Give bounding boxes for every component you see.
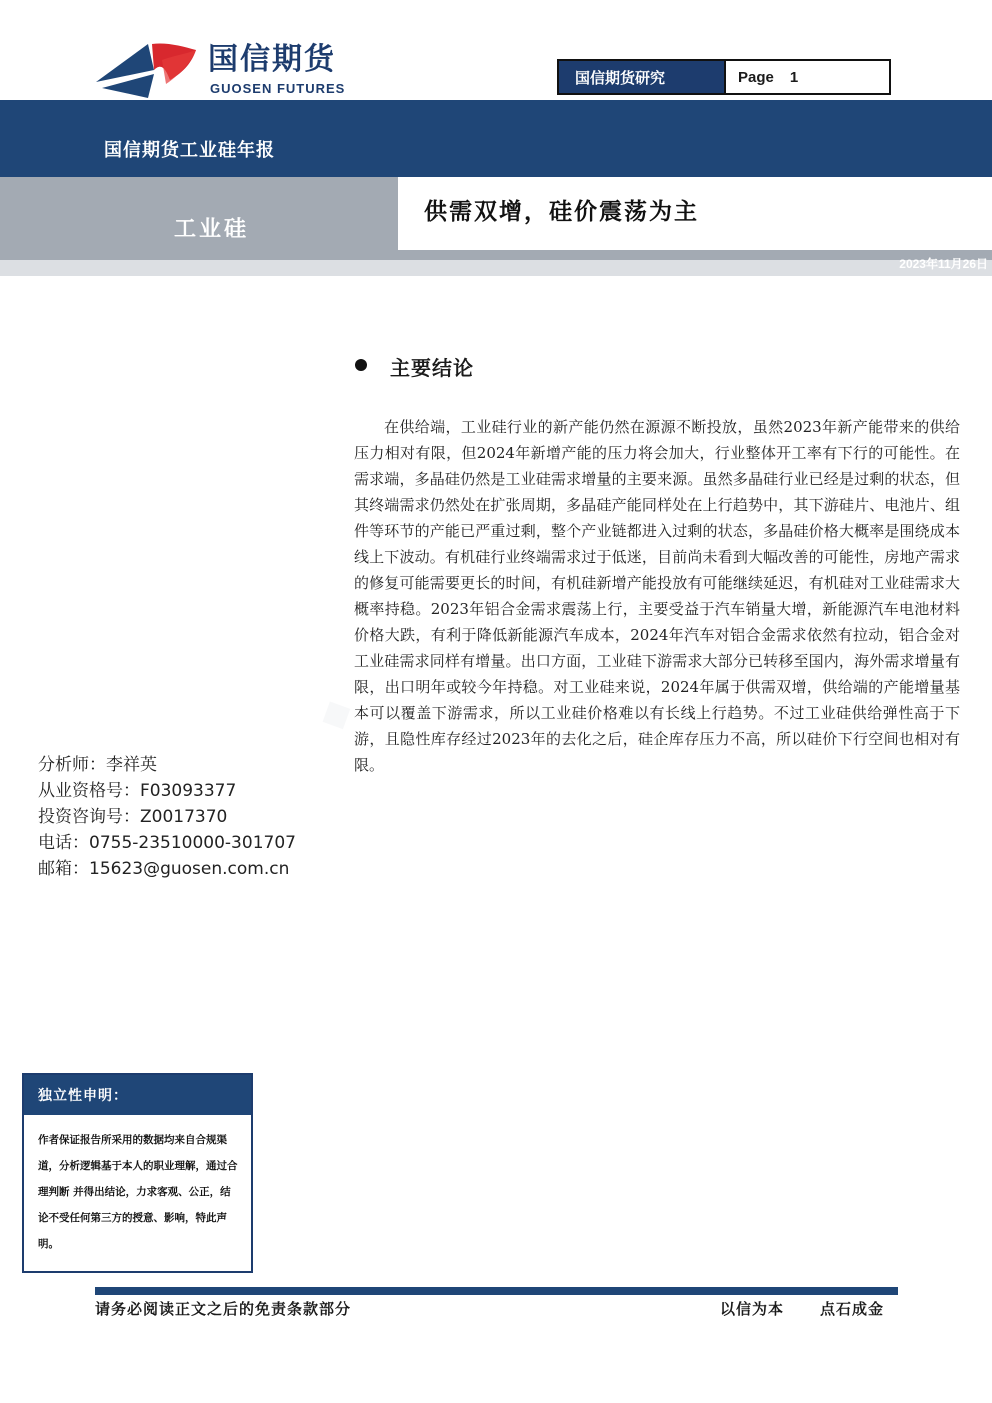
conclusion-paragraph: 在供给端，工业硅行业的新产能仍然在源源不断投放，虽然2023年新产能带来的供给压力相对有限，但2024年新增产能的压力将会加大，行业整体开工率有下行的可能性。在需求端，多晶硅仍然是工业硅需求增量的主要来源。虽然多晶硅行业已经是过剩的状态，但其终端需求仍然处在扩张周期，多晶硅产能同样处在上行趋势中，其下游硅片、电池片、组件等环节的产能已严重过剩，整个产业链都进入过剩的状态，多晶硅价格大概率是围绕成本线上下波动。有机硅行业终端需求过于低迷，目前尚未看到大幅改善的可能性，房地产需求的修复可能需要更长的时间，有机硅新增产能投放有可能继续延迟，有机硅对工业硅需求大概率持稳。2023年铝合金需求震荡上行，主要受益于汽车销量大增，新能源汽车电池材料价格大跌，有利于降低新能源汽车成本，2024年汽车对铝合金需求依然有拉动，铝合金对工业硅需求同样有增量。出口方面，工业硅下游需求大部分已转移至国内，海外需求增量有限，出口明年或较今年持稳。对工业硅来说，2024年属于供需双增，供给端的产能增量基本可以覆盖下游需求，所以工业硅价格难以有长线上行趋势。不过工业硅供给弹性高于下游，且隐性库存经过2023年的去化之后，硅企库存压力不高，所以硅价下行空间也相对有限。 bbox=[354, 418, 960, 774]
watermark-logo: ◆ bbox=[311, 685, 360, 741]
section-title: 主要结论 bbox=[390, 356, 474, 380]
conclusion-body bbox=[354, 414, 960, 778]
declaration-text: 作者保证报告所采用的数据均来自合规渠道，分析逻辑基于本人的职业理解，通过合理判断 并得出结论，力求客观、公正，结论不受任何第三方的授意、影响，特此声明。 bbox=[38, 1134, 238, 1250]
declaration-title: 独立性申明： bbox=[24, 1075, 251, 1115]
analyst-phone: 电话：0755-23510000-301707 bbox=[38, 833, 296, 853]
analyst-email: 邮箱：15623@guosen.com.cn bbox=[38, 859, 290, 879]
report-title: 国信期货工业硅年报 bbox=[104, 140, 275, 161]
bullet-icon bbox=[355, 359, 367, 371]
report-date: 2023年11月26日 bbox=[899, 257, 988, 271]
analyst-license: 从业资格号：F03093377 bbox=[38, 781, 237, 801]
analyst-consult-number: 投资咨询号：Z0017370 bbox=[38, 807, 228, 827]
footer-disclaimer: 请务必阅读正文之后的免责条款部分 bbox=[95, 1300, 352, 1318]
logo-text-en: GUOSEN FUTURES bbox=[210, 81, 346, 96]
research-label: 国信期货研究 bbox=[559, 61, 726, 93]
page-title: 供需双增，硅价震荡为主 bbox=[424, 199, 699, 225]
analyst-info bbox=[38, 752, 296, 882]
logo-text-cn: 国信期货 bbox=[208, 42, 336, 77]
sector-label: 工业硅 bbox=[174, 217, 250, 242]
footer-bar bbox=[95, 1287, 898, 1295]
page-indicator bbox=[726, 61, 889, 93]
guosen-logo-icon bbox=[96, 40, 200, 100]
research-page-box bbox=[557, 59, 891, 95]
footer-motto bbox=[720, 1298, 884, 1319]
motto-1: 以信为本 bbox=[720, 1300, 785, 1318]
motto-2: 点石成金 bbox=[820, 1300, 885, 1318]
banner-divider bbox=[0, 250, 992, 260]
independence-declaration bbox=[22, 1073, 253, 1273]
page-number: 1 bbox=[789, 68, 799, 86]
page-label: Page bbox=[738, 68, 774, 86]
date-bar bbox=[0, 260, 992, 276]
analyst-name: 分析师：李祥英 bbox=[38, 755, 157, 775]
